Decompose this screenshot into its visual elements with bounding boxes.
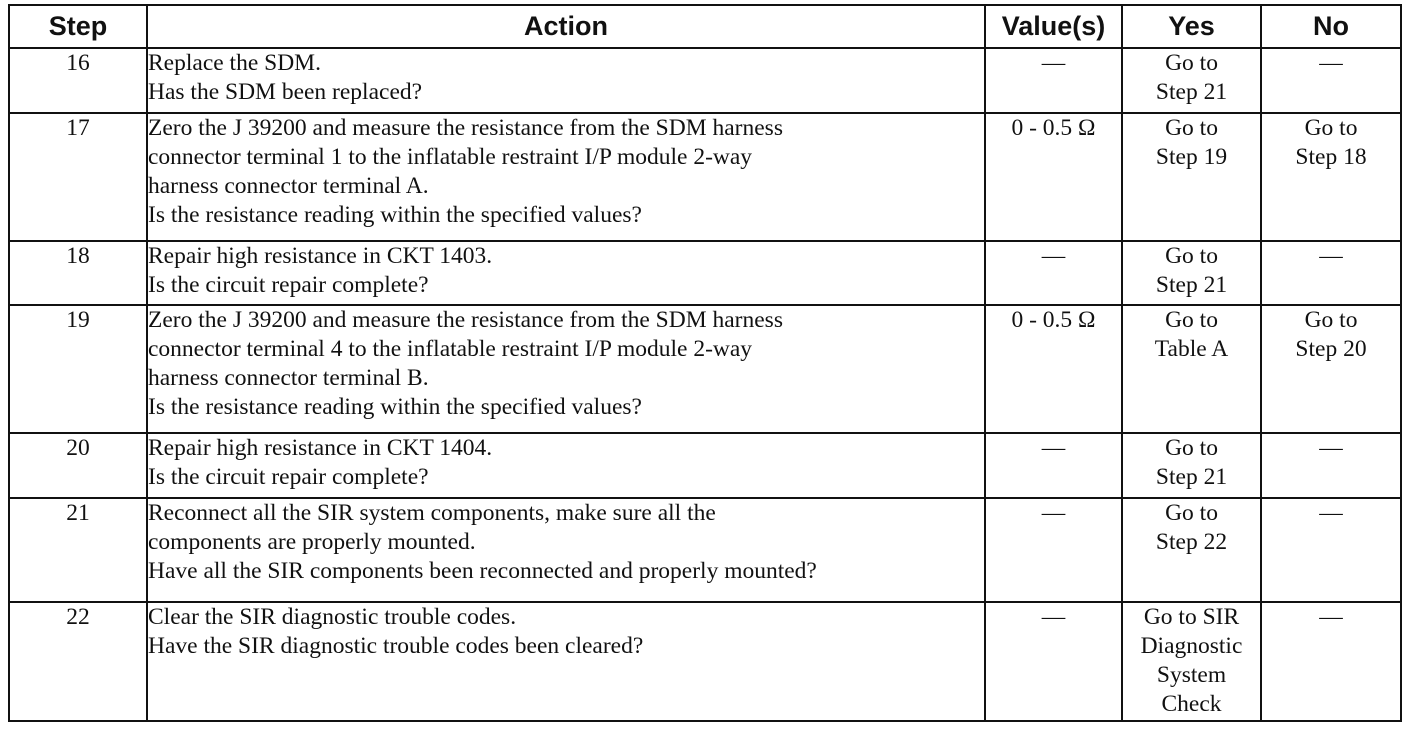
table-row — [9, 113, 1401, 241]
action-cell — [147, 433, 985, 498]
yes-cell — [1122, 48, 1261, 113]
value-cell: — — [985, 498, 1122, 602]
no-cell — [1261, 433, 1401, 498]
action-line: Replace the SDM. — [148, 50, 321, 76]
value-cell: — — [985, 48, 1122, 113]
yes-cell — [1122, 498, 1261, 602]
value-cell: — — [985, 602, 1122, 721]
value-cell: 0 - 0.5 Ω — [985, 305, 1122, 433]
action-cell — [147, 241, 985, 305]
action-cell — [147, 602, 985, 721]
action-line: Zero the J 39200 and measure the resistance from the SDM harness — [148, 115, 783, 141]
yes-cell — [1122, 113, 1261, 241]
yes-text: Go to Table A — [1154, 307, 1229, 362]
header-no: No — [1261, 5, 1401, 48]
yes-text: Go to Step 21 — [1155, 435, 1228, 490]
action-line: Have all the SIR components been reconnected and properly mounted? — [148, 558, 817, 584]
action-cell — [147, 498, 985, 602]
table-row — [9, 433, 1401, 498]
diagnostic-table — [8, 4, 1402, 722]
action-line: Is the circuit repair complete? — [148, 464, 429, 490]
step-number: 17 — [9, 113, 147, 241]
no-text: — — [1319, 500, 1343, 526]
no-text: — — [1319, 243, 1343, 269]
no-cell — [1261, 48, 1401, 113]
value-cell: — — [985, 241, 1122, 305]
no-cell — [1261, 305, 1401, 433]
step-number: 20 — [9, 433, 147, 498]
yes-cell — [1122, 433, 1261, 498]
header-action: Action — [147, 5, 985, 48]
yes-cell — [1122, 241, 1261, 305]
action-line: Is the resistance reading within the specified values? — [148, 394, 642, 420]
header-values: Value(s) — [985, 5, 1122, 48]
yes-cell — [1122, 305, 1261, 433]
yes-text: Go to Step 22 — [1155, 500, 1228, 555]
action-line: Is the circuit repair complete? — [148, 272, 429, 298]
step-number: 16 — [9, 48, 147, 113]
step-number: 19 — [9, 305, 147, 433]
action-line: connector terminal 4 to the inflatable restraint I/P module 2-way — [148, 336, 753, 362]
no-cell — [1261, 498, 1401, 602]
action-line: Zero the J 39200 and measure the resistance from the SDM harness — [148, 307, 783, 333]
table-row — [9, 602, 1401, 721]
action-cell — [147, 113, 985, 241]
step-number: 22 — [9, 602, 147, 721]
header-row — [9, 5, 1401, 48]
action-line: Repair high resistance in CKT 1404. — [148, 435, 493, 461]
action-cell — [147, 48, 985, 113]
no-cell — [1261, 113, 1401, 241]
table-row — [9, 241, 1401, 305]
table-row — [9, 305, 1401, 433]
header-yes: Yes — [1122, 5, 1261, 48]
value-cell: 0 - 0.5 Ω — [985, 113, 1122, 241]
action-line: Reconnect all the SIR system components, make sure all the — [148, 500, 716, 526]
action-line: connector terminal 1 to the inflatable restraint I/P module 2-way — [148, 144, 753, 170]
action-line: Is the resistance reading within the specified values? — [148, 202, 642, 228]
yes-cell — [1122, 602, 1261, 721]
action-line: Have the SIR diagnostic trouble codes been cleared? — [148, 633, 644, 659]
table-row — [9, 48, 1401, 113]
no-text: — — [1319, 435, 1343, 461]
no-text: — — [1319, 604, 1343, 630]
yes-text: Go to SIR Diagnostic System Check — [1140, 604, 1243, 717]
value-cell: — — [985, 433, 1122, 498]
step-number: 18 — [9, 241, 147, 305]
yes-text: Go to Step 21 — [1155, 243, 1228, 298]
no-cell — [1261, 602, 1401, 721]
yes-text: Go to Step 21 — [1155, 50, 1228, 105]
yes-text: Go to Step 19 — [1155, 115, 1228, 170]
action-line: harness connector terminal A. — [148, 173, 429, 199]
action-line: Clear the SIR diagnostic trouble codes. — [148, 604, 517, 630]
action-cell — [147, 305, 985, 433]
table-row — [9, 498, 1401, 602]
no-cell — [1261, 241, 1401, 305]
no-text: Go to Step 18 — [1295, 115, 1367, 170]
no-text: Go to Step 20 — [1295, 307, 1367, 362]
action-line: components are properly mounted. — [148, 529, 476, 555]
no-text: — — [1319, 50, 1343, 76]
action-line: Repair high resistance in CKT 1403. — [148, 243, 493, 269]
action-line: harness connector terminal B. — [148, 365, 429, 391]
action-line: Has the SDM been replaced? — [148, 79, 423, 105]
step-number: 21 — [9, 498, 147, 602]
header-step: Step — [9, 5, 147, 48]
